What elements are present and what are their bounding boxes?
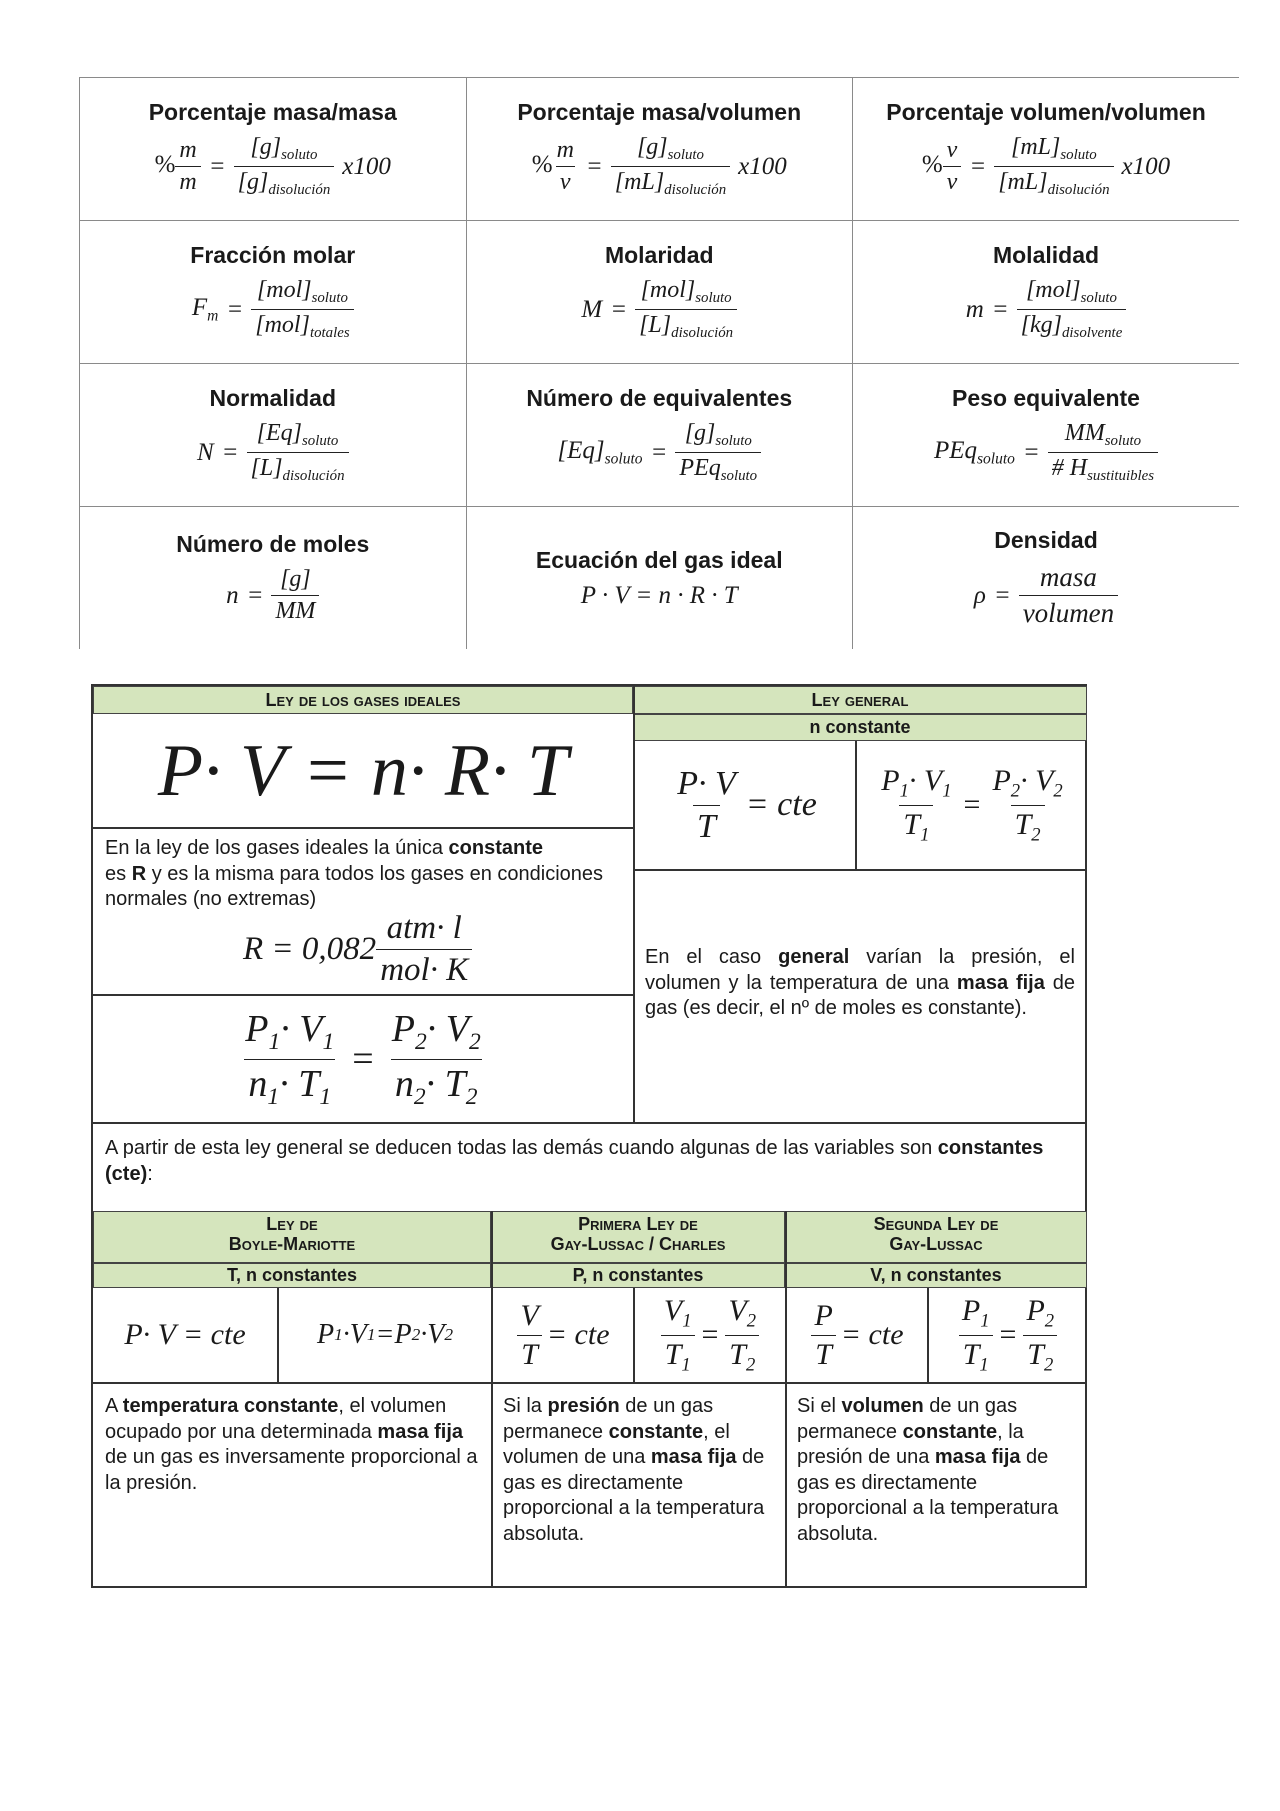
cell-title: Número de moles bbox=[176, 531, 370, 557]
general-law-header: Ley general bbox=[633, 686, 1087, 714]
cell-density bbox=[853, 507, 1240, 650]
cell-title: Porcentaje masa/masa bbox=[148, 98, 397, 125]
formula: N = $\frac{[Eq]_{soluto}}{[L]_{disolución}}$ bbox=[197, 420, 349, 485]
cell-title: Normalidad bbox=[209, 384, 337, 411]
ideal-gas-header: Ley de los gases ideales bbox=[93, 686, 633, 714]
cell-equivalents bbox=[466, 364, 853, 507]
formula: m = $\frac{[mol]_{soluto}}{[kg]_{disolvente}}$ bbox=[966, 277, 1127, 342]
gay-lussac-formula-cte: $\frac{P}{T}$ = cte bbox=[787, 1288, 927, 1382]
r-constant: R = 0,082 $\frac{\text{atm· l}}{\text{mol· K}}$ bbox=[243, 908, 472, 990]
cell-title: Molalidad bbox=[992, 241, 1100, 268]
cell-molality bbox=[853, 221, 1240, 364]
formula: $[Eq]_{soluto}$ = $\frac{[g]_{soluto}}{PEq_{soluto}}$ bbox=[557, 420, 761, 485]
charles-formula-ratio: $\frac{V_1}{T_1}$ = $\frac{V_2}{T_2}$ bbox=[635, 1288, 785, 1382]
charles-formula-cte: $\frac{V}{T}$ = cte bbox=[493, 1288, 633, 1382]
cell-title: Porcentaje volumen/volumen bbox=[886, 98, 1206, 125]
formula: PEq$_{soluto}$ = $\frac{MM_{soluto}}{\# H_{sustituibles}}$ bbox=[934, 420, 1158, 485]
boyle-header: Ley de Boyle-Mariotte bbox=[93, 1211, 491, 1263]
cell-title: Molaridad bbox=[604, 241, 714, 268]
cell-title: Densidad bbox=[994, 527, 1098, 553]
cell-moles bbox=[80, 507, 467, 650]
gas-laws-box bbox=[91, 684, 1087, 1588]
cell-title: Porcentaje masa/volumen bbox=[517, 98, 802, 125]
formula: P · V = n · R · T bbox=[580, 581, 738, 609]
gay-lussac-header: Segunda Ley de Gay-Lussac bbox=[785, 1211, 1087, 1263]
gay-lussac-constants: V, n constantes bbox=[785, 1263, 1087, 1288]
formula: $F_m$ = $\frac{[mol]_{soluto}}{[mol]_{totales}}$ bbox=[192, 277, 354, 342]
formula: ρ = $\frac{\text{masa}}{\text{volumen}}$ bbox=[974, 562, 1118, 629]
general-formula-cte: $\frac{P\cdot V}{T}$ = cte bbox=[677, 764, 817, 845]
formula: % $\frac{m}{m}$ = $\frac{[g]_{soluto}}{[g]_{disolución}}$ x100 bbox=[154, 133, 391, 199]
cell-mass-mass bbox=[80, 78, 467, 221]
gay-lussac-formula-ratio: $\frac{P_1}{T_1}$ = $\frac{P_2}{T_2}$ bbox=[929, 1288, 1087, 1382]
gay-lussac-text: Si el volumen de un gas permanece constante, la presión de una masa fija de gas es directamente proporcional a la temperatura absoluta. bbox=[797, 1395, 1059, 1545]
formula: % $\frac{v}{v}$ = $\frac{[mL]_{soluto}}{[mL]_{disolución}}$ x100 bbox=[921, 133, 1171, 199]
cell-title: Fracción molar bbox=[190, 241, 356, 268]
formula: n = $\frac{[g]}{MM}$ bbox=[226, 566, 319, 625]
formula-table bbox=[79, 77, 1239, 649]
cell-equivalent-weight bbox=[853, 364, 1240, 507]
cell-title: Peso equivalente bbox=[952, 384, 1140, 411]
charles-constants: P, n constantes bbox=[491, 1263, 785, 1288]
cell-mass-volume bbox=[466, 78, 853, 221]
ideal-gas-formula: P· V = n· R· T bbox=[157, 729, 569, 812]
cell-molar-fraction bbox=[80, 221, 467, 364]
cell-molarity bbox=[466, 221, 853, 364]
combined-ratio-formula: $\frac{P_1\cdot V_1}{n_1\cdot T_1}$ = $\frac{P_2\cdot V_2}{n_2\cdot T_2}$ bbox=[245, 1008, 481, 1110]
cell-volume-volume bbox=[853, 78, 1240, 221]
cell-ideal-gas bbox=[466, 507, 853, 650]
cell-title: Número de equivalentes bbox=[526, 384, 793, 411]
general-formula-ratio: $\frac{P_1\cdot V_1}{T_1}$ = $\frac{P_2\cdot V_2}{T_2}$ bbox=[881, 764, 1063, 845]
boyle-constants: T, n constantes bbox=[93, 1263, 491, 1288]
cell-normality bbox=[80, 364, 467, 507]
charles-header: Primera Ley de Gay-Lussac / Charles bbox=[491, 1211, 785, 1263]
general-law-subheader: n constante bbox=[633, 714, 1087, 741]
boyle-formula-ratio: P 1 · V 1 = P 2 · V 2 bbox=[316, 1319, 454, 1350]
charles-text: Si la presión de un gas permanece constante, el volumen de una masa fija de gas es directamente proporcional a la temperatura absoluta. bbox=[503, 1395, 765, 1545]
formula: M = $\frac{[mol]_{soluto}}{[L]_{disolución}}$ bbox=[581, 277, 737, 342]
derived-laws-intro: A partir de esta ley general se deducen todas las demás cuando algunas de las variables son constantes (cte): bbox=[105, 1137, 1044, 1185]
cell-title: Ecuación del gas ideal bbox=[535, 546, 783, 573]
formula: % $\frac{m}{v}$ = $\frac{[g]_{soluto}}{[mL]_{disolución}}$ x100 bbox=[531, 133, 787, 199]
general-law-text: En el caso general varían la presión, el volumen y la temperatura de una masa fija de gas (es decir, el nº de moles es constante). bbox=[645, 946, 1075, 1020]
boyle-formula-cte: P· V = cte bbox=[124, 1318, 246, 1351]
boyle-text: A temperatura constante, el volumen ocupado por una determinada masa fija de un gas es inversamente proporcional a la presión. bbox=[105, 1395, 478, 1494]
ideal-gas-text: En la ley de los gases ideales la única constante es R y es la misma para todos los gases en condiciones normales (no extremas) bbox=[105, 837, 604, 911]
